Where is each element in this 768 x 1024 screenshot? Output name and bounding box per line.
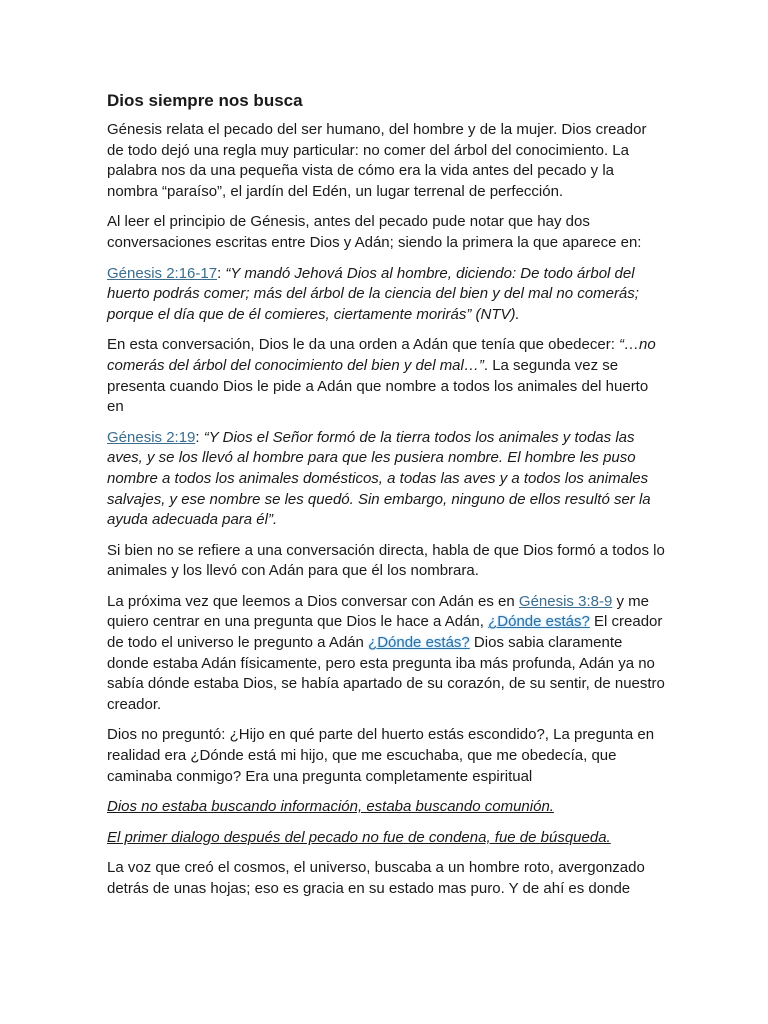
article-body [107, 90, 667, 910]
paragraph-7-text-1: La próxima vez que leemos a Dios conversar con Adán es en [107, 592, 519, 610]
paragraph-7 [107, 592, 667, 716]
paragraph-5 [107, 428, 667, 531]
paragraph-4-text-1: En esta conversación, Dios le da una orden a Adán que tenía que obedecer: [107, 336, 620, 354]
paragraph-4 [107, 335, 667, 417]
highlight-donde-estas-2[interactable]: ¿Dónde estás? [368, 634, 470, 652]
paragraph-2: Al leer el principio de Génesis, antes del pecado pude notar que hay dos conversaciones escritas entre Dios y Adán; siendo la primera la que aparece en: [107, 213, 642, 251]
paragraph-7-text-2: y me quiero centrar en una pregunta que Dios le hace a Adán, [107, 592, 649, 631]
paragraph-7-text-3: El creador de todo el universo le pregunto a Adán [107, 613, 663, 652]
link-genesis-2-16-17[interactable]: Génesis 2:16-17 [107, 264, 218, 282]
article-title: Dios siempre nos busca [107, 91, 303, 110]
separator: : [217, 264, 226, 282]
paragraph-3 [107, 264, 667, 326]
highlight-donde-estas-1[interactable]: ¿Dónde estás? [488, 613, 590, 631]
link-genesis-2-19[interactable]: Génesis 2:19 [107, 428, 196, 446]
paragraph-7-text-4: Dios sabia claramente donde estaba Adán físicamente, pero esta pregunta iba más profunda, Adán ya no sabía dónde estaba Dios, se había apartado de su corazón, de su sentir, de nuestro creador. [107, 634, 665, 713]
paragraph-11: La voz que creó el cosmos, el universo, buscaba a un hombre roto, avergonzado detrás de unas hojas; eso es gracia en su estado mas puro. Y de ahí es donde [107, 859, 645, 897]
paragraph-10-emphasis: El primer dialogo después del pecado no fue de condena, fue de búsqueda. [107, 828, 611, 846]
paragraph-4-text-2: . La segunda vez se presenta cuando Dios le pide a Adán que nombre a todos los animales del huerto en [107, 356, 649, 416]
paragraph-6: Si bien no se refiere a una conversación directa, habla de que Dios formó a todos lo animales y los llevó con Adán para que él los nombrara. [107, 541, 665, 580]
quote-genesis-2-19: “Y Dios el Señor formó de la tierra todos los animales y todas las aves, y se los llevó al hombre para que les pusiera nombre. El hombre les puso nombre a todos los animales domésticos, a todas las aves y a todos los animales salvajes, y ese nombre se les quedó. Sin embargo, ninguno de ellos resultó ser la ayuda adecuada para él”. [107, 428, 651, 529]
link-genesis-3-8-9[interactable]: Génesis 3:8-9 [518, 592, 613, 610]
separator: : [195, 428, 204, 446]
quote-genesis-2-16-17: “Y mandó Jehová Dios al hombre, diciendo: De todo árbol del huerto podrás comer; más del árbol de la ciencia del bien y del mal no comerás; porque el día que de él comieres, ciertamente morirás” (NTV). [107, 264, 639, 323]
paragraph-4-quote: “…no comerás del árbol del conocimiento del bien y del mal…” [107, 336, 656, 374]
paragraph-9-emphasis: Dios no estaba buscando información, estaba buscando comunión. [107, 798, 554, 816]
paragraph-1: Génesis relata el pecado del ser humano, del hombre y de la mujer. Dios creador de todo dejó una regla muy particular: no comer del árbol del conocimiento. La palabra nos da una pequeña vista de cómo era la vida antes del pecado y la nombra “paraíso”, el jardín del Edén, un lugar terrenal de perfección. [107, 121, 647, 200]
paragraph-8: Dios no preguntó: ¿Hijo en qué parte del huerto estás escondido?, La pregunta en realidad era ¿Dónde está mi hijo, que me escuchaba, que me obedecía, que caminaba conmigo? Era una pregunta completamente espiritual [107, 726, 655, 785]
